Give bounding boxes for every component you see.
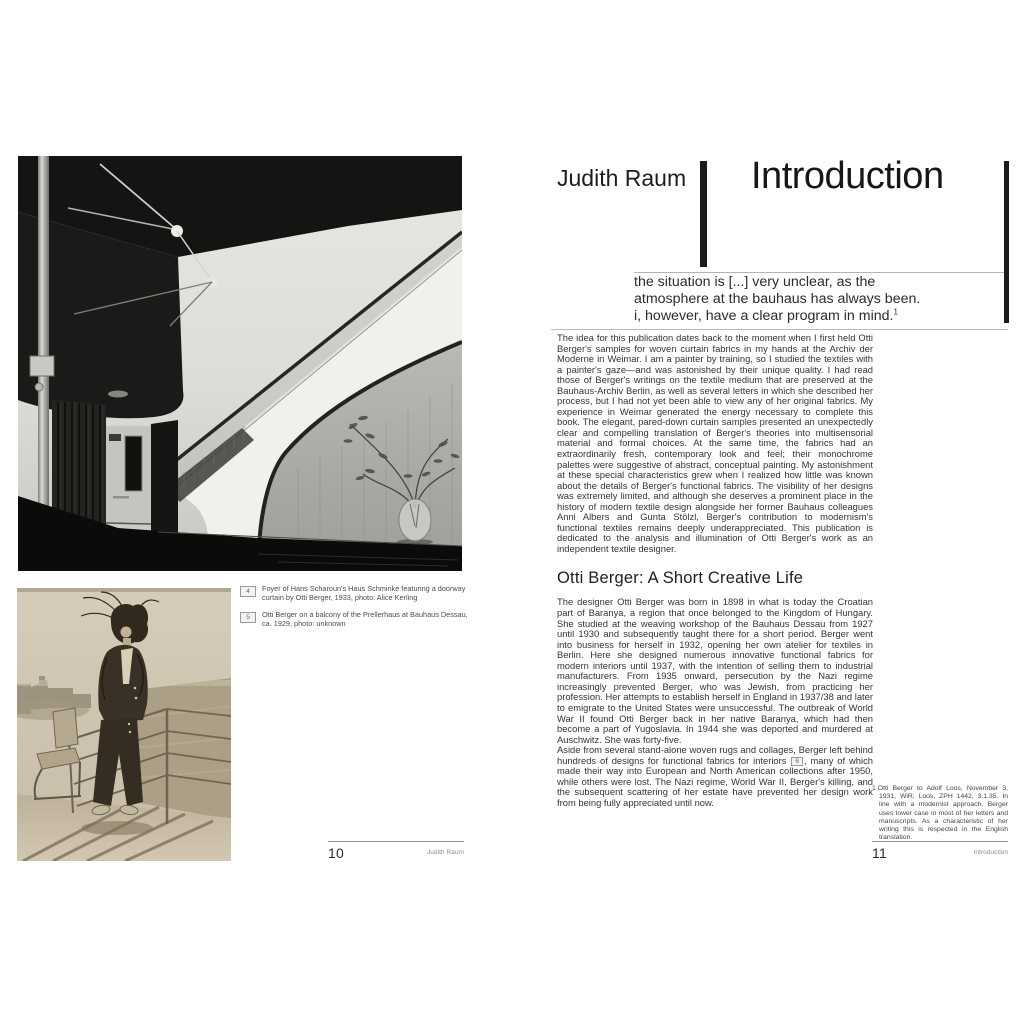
epigraph-footnote-marker: 1 — [893, 307, 898, 317]
caption-4 — [240, 585, 468, 602]
caption-5 — [240, 611, 468, 628]
intro-paragraph: The idea for this publication dates back to the moment when I first held Otti Berger's samples for woven curtain fabrics in my hands at the Archiv der Moderne in Weimar. I am a painter by training, so I studied the textiles with a painter's gaze—and was astonished by their unique quality. I had read those of Berger's writings on the textile medium that are preserved at the Bauhaus-Archiv Berlin, as well as several letters in which she described her process, but I had not yet been able to view any of her original fabrics. My experience in Weimar generated the energy necessary to complete this book. The elegant, pared-down curtain samples presented an unexpectedly clear and compelling translation of Berger's theories into multisensorial material and formal choices. At the same time, the fabrics had an extraordinarily fresh, contemporary look and feel; their monochrome palettes were suggestive of abstract, conceptual painting. My astonishment at these special characteristics grew when I realized how little was known about the details of Berger's functional fabrics. The visibility of her designs was extremely limited, and although she deserves a prominent place in the history of modern textile design alongside her former Bauhaus colleagues Anni Albers and Gunta Stölzl, Berger's contribution to modernism's functional textiles remains deeply underappreciated. This publication is dedicated to the analysis and illumination of Otti Berger's work as an independent textile designer. — [557, 332, 873, 554]
footnote-number: 1 — [872, 785, 876, 792]
figure-marker-6: 6 — [791, 757, 803, 766]
epigraph-top-rule — [634, 272, 1004, 273]
legacy-paragraph: Aside from several stand-alone woven rugs and collages, Berger left behind hundreds of designs for functional fabrics for interiors 6 , many of which made their way into European and North American collections after 1950, while others were lost. The Nazi regime, World War II, Berger's killing, and the subsequent scattering of her estate have prevented her design work from being fully appreciated until now. — [557, 744, 873, 808]
section-heading: Otti Berger: A Short Creative Life — [557, 569, 804, 588]
footnote-column — [872, 785, 1008, 842]
epigraph-line-3: i, however, have a clear program in mind.$^1$ — [634, 307, 898, 324]
caption-4-text: Foyer of Hans Scharoun's Haus Schminke featuring a doorway curtain by Otti Berger, 1933, photo: Alice Kerling — [262, 584, 466, 602]
main-text-column — [557, 333, 873, 808]
caption-5-text: Otti Berger on a balcony of the Prellerhaus at Bauhaus Dessau, ca. 1929, photo: unknown — [262, 610, 468, 629]
left-page-footer — [328, 841, 464, 861]
author-name: Judith Raum — [557, 165, 687, 191]
right-page-number: 11 — [872, 845, 887, 861]
haus-schminke-foyer-photo — [18, 156, 462, 571]
caption-block — [240, 585, 468, 638]
chapter-title: Introduction — [751, 155, 944, 197]
body-top-rule — [551, 329, 1008, 330]
left-running-title: Judith Raum — [426, 849, 464, 856]
right-running-title: Introduction — [973, 849, 1008, 856]
otti-berger-balcony-photo — [17, 588, 231, 861]
bio-paragraph: The designer Otti Berger was born in 1898 in what is today the Croatian part of Baranya, a region that once belonged to the Kingdom of Hungary. She studied at the weaving workshop of the Bauhaus Dessau from 1927 until 1930 and subsequently taught there for a short period. Berger went into business for herself in 1932, opening her own atelier for textiles in Berlin. Here she designed numerous innovative functional fabrics for modern interiors until 1937, with the intention of selling them to industrial manufacturers. From 1935 onward, persecution by the Nazi regime increasingly prevented Berger, who was Jewish, from practicing her profession. Her attempts to establish herself in England in 1937/38 and later to emigrate to the United States were unsuccessful. The outbreak of World War II found Otti Berger back in her native Baranya, which had then become a part of Yugoslavia. In 1944 she was deported and murdered at Auschwitz. She was forty-five. — [557, 596, 873, 745]
left-page-number: 10 — [328, 845, 344, 861]
epigraph-line-1: the situation is [...] very unclear, as the — [634, 274, 876, 290]
right-page-footer — [872, 841, 1008, 861]
epigraph-line-2: atmosphere at the bauhaus has always been. — [634, 291, 921, 307]
epigraph — [634, 274, 1008, 325]
divider-bar-center — [700, 161, 707, 267]
figure-marker-4: 4 — [240, 586, 256, 597]
footnote-1: 1 Otti Berger to Adolf Loos, November 3, 1931, WiR, Loos, ZPH 1442, 3.1.35. In line with a modernist approach, Berger uses lower case in most of her letters and manuscripts. As a characteristic of her writing this is respected in the English translation. — [872, 785, 1008, 842]
figure-marker-5: 5 — [240, 612, 256, 623]
